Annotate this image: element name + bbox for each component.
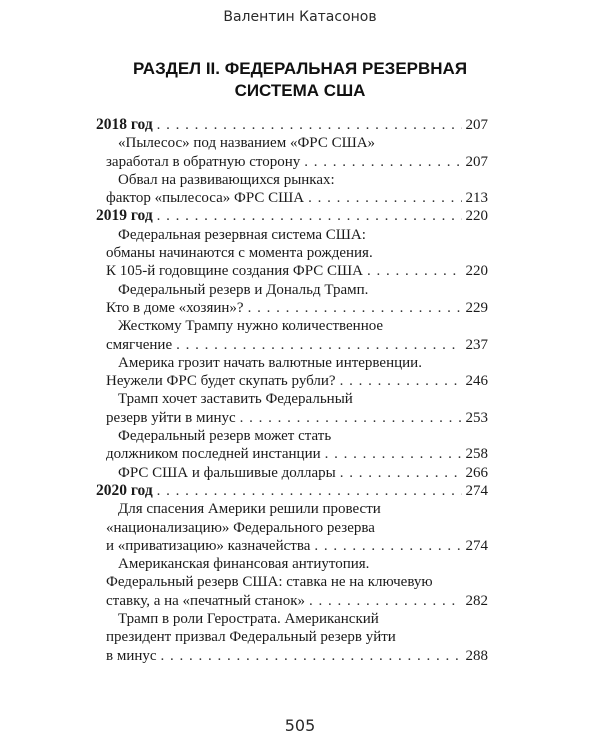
toc-entry-text: Жесткому Трампу нужно количественное [118,318,384,335]
toc-leader-dots [176,336,461,354]
toc-entry [96,390,488,427]
toc-page-number: 253 [465,409,488,426]
toc-entry-text: резерв уйти в минус [106,409,236,426]
toc-leader-dots [304,153,461,171]
toc-page-number: 207 [465,153,488,170]
table-of-contents [96,116,488,665]
toc-leader-dots [309,592,462,610]
toc-entry-text: Федеральный резерв может стать [118,428,332,445]
toc-entry-text: и «приватизацию» казначейства [106,537,311,554]
toc-entry-text: ставку, а на «печатный станок» [106,592,305,609]
toc-entry-text: Трамп хочет заставить Федеральный [118,391,353,408]
toc-leader-dots [314,537,461,555]
toc-entry-text: Американская финансовая антиутопия. [118,556,370,573]
toc-entry-text: фактор «пылесоса» ФРС США [106,190,305,207]
toc-entry [96,555,488,610]
toc-leader-dots [325,445,462,463]
toc-leader-dots [367,262,461,280]
toc-page-number: 220 [465,208,488,225]
toc-page-number: 246 [465,373,488,390]
toc-page-number: 207 [465,117,488,133]
toc-entry-text: заработал в обратную сторону [106,153,301,170]
toc-entry [96,427,488,464]
toc-page-number: 213 [465,190,488,207]
toc-entry [96,464,488,482]
toc-leader-dots [308,189,461,207]
toc-year-label: 2019 год [96,207,153,225]
toc-entry-text: должником последней инстанции [106,446,321,463]
toc-entry-text: Федеральный резерв США: ставка не на ключевую [106,574,433,591]
toc-page-number: 220 [465,263,488,280]
toc-entry [96,354,488,391]
section-title-line-2: СИСТЕМА США [234,81,366,100]
toc-entry-text: Америка грозит начать валютные интервенции. [118,354,422,371]
toc-leader-dots [340,372,462,390]
toc-entry-text: Для спасения Америки решили провести [118,501,381,518]
toc-page-number: 288 [465,647,488,664]
toc-entry-text: «национализацию» Федерального резерва [106,519,375,536]
toc-entry-text: в минус [106,647,157,664]
toc-page-number: 274 [465,537,488,554]
toc-page-number: 274 [465,482,488,499]
page-number: 505 [284,716,316,735]
toc-entry-text: К 105-й годовщине создания ФРС США [106,263,364,280]
section-title-line-1: РАЗДЕЛ II. ФЕДЕРАЛЬНАЯ РЕЗЕРВНАЯ [132,59,468,78]
toc-entry-text: Обвал на развивающихся рынках: [118,171,335,188]
toc-leader-dots [157,482,462,500]
toc-page-number: 229 [465,299,488,316]
toc-entry [96,317,488,354]
toc-entry [96,134,488,171]
toc-leader-dots [240,409,462,427]
toc-entry-text: президент призвал Федеральный резерв уйти [106,629,396,646]
toc-year-heading [96,207,488,225]
toc-entry-text: смягчение [106,336,173,353]
toc-leader-dots [161,647,462,665]
toc-entry [96,610,488,665]
toc-entry-text: Неужели ФРС будет скупать рубли? [106,373,336,390]
toc-entry-text: Федеральная резервная система США: [118,226,366,243]
toc-entry [96,171,488,208]
toc-year-heading [96,482,488,500]
toc-entry [96,226,488,281]
toc-year-heading [96,116,488,134]
toc-leader-dots [340,464,462,482]
toc-leader-dots [157,207,462,225]
section-title [0,58,600,102]
toc-entry-text: обманы начинаются с момента рождения. [106,245,373,262]
toc-entry-text: «Пылесос» под названием «ФРС США» [118,135,376,152]
toc-entry [96,281,488,318]
toc-page-number: 282 [465,592,488,609]
toc-entry-text: Федеральный резерв и Дональд Трамп. [118,281,369,298]
toc-leader-dots [248,299,462,317]
toc-page-number: 258 [465,446,488,463]
toc-year-label: 2020 год [96,481,153,499]
running-head-author: Валентин Катасонов [223,9,377,25]
toc-page-number: 237 [465,336,488,353]
toc-year-label: 2018 год [96,116,153,133]
toc-entry-text: Кто в доме «хозяин»? [106,299,244,316]
toc-leader-dots [157,116,462,134]
toc-entry-text: ФРС США и фальшивые доллары [118,464,336,481]
toc-entry-text: Трамп в роли Герострата. Американский [118,611,379,628]
toc-entry [96,500,488,555]
toc-page-number: 266 [465,464,488,481]
